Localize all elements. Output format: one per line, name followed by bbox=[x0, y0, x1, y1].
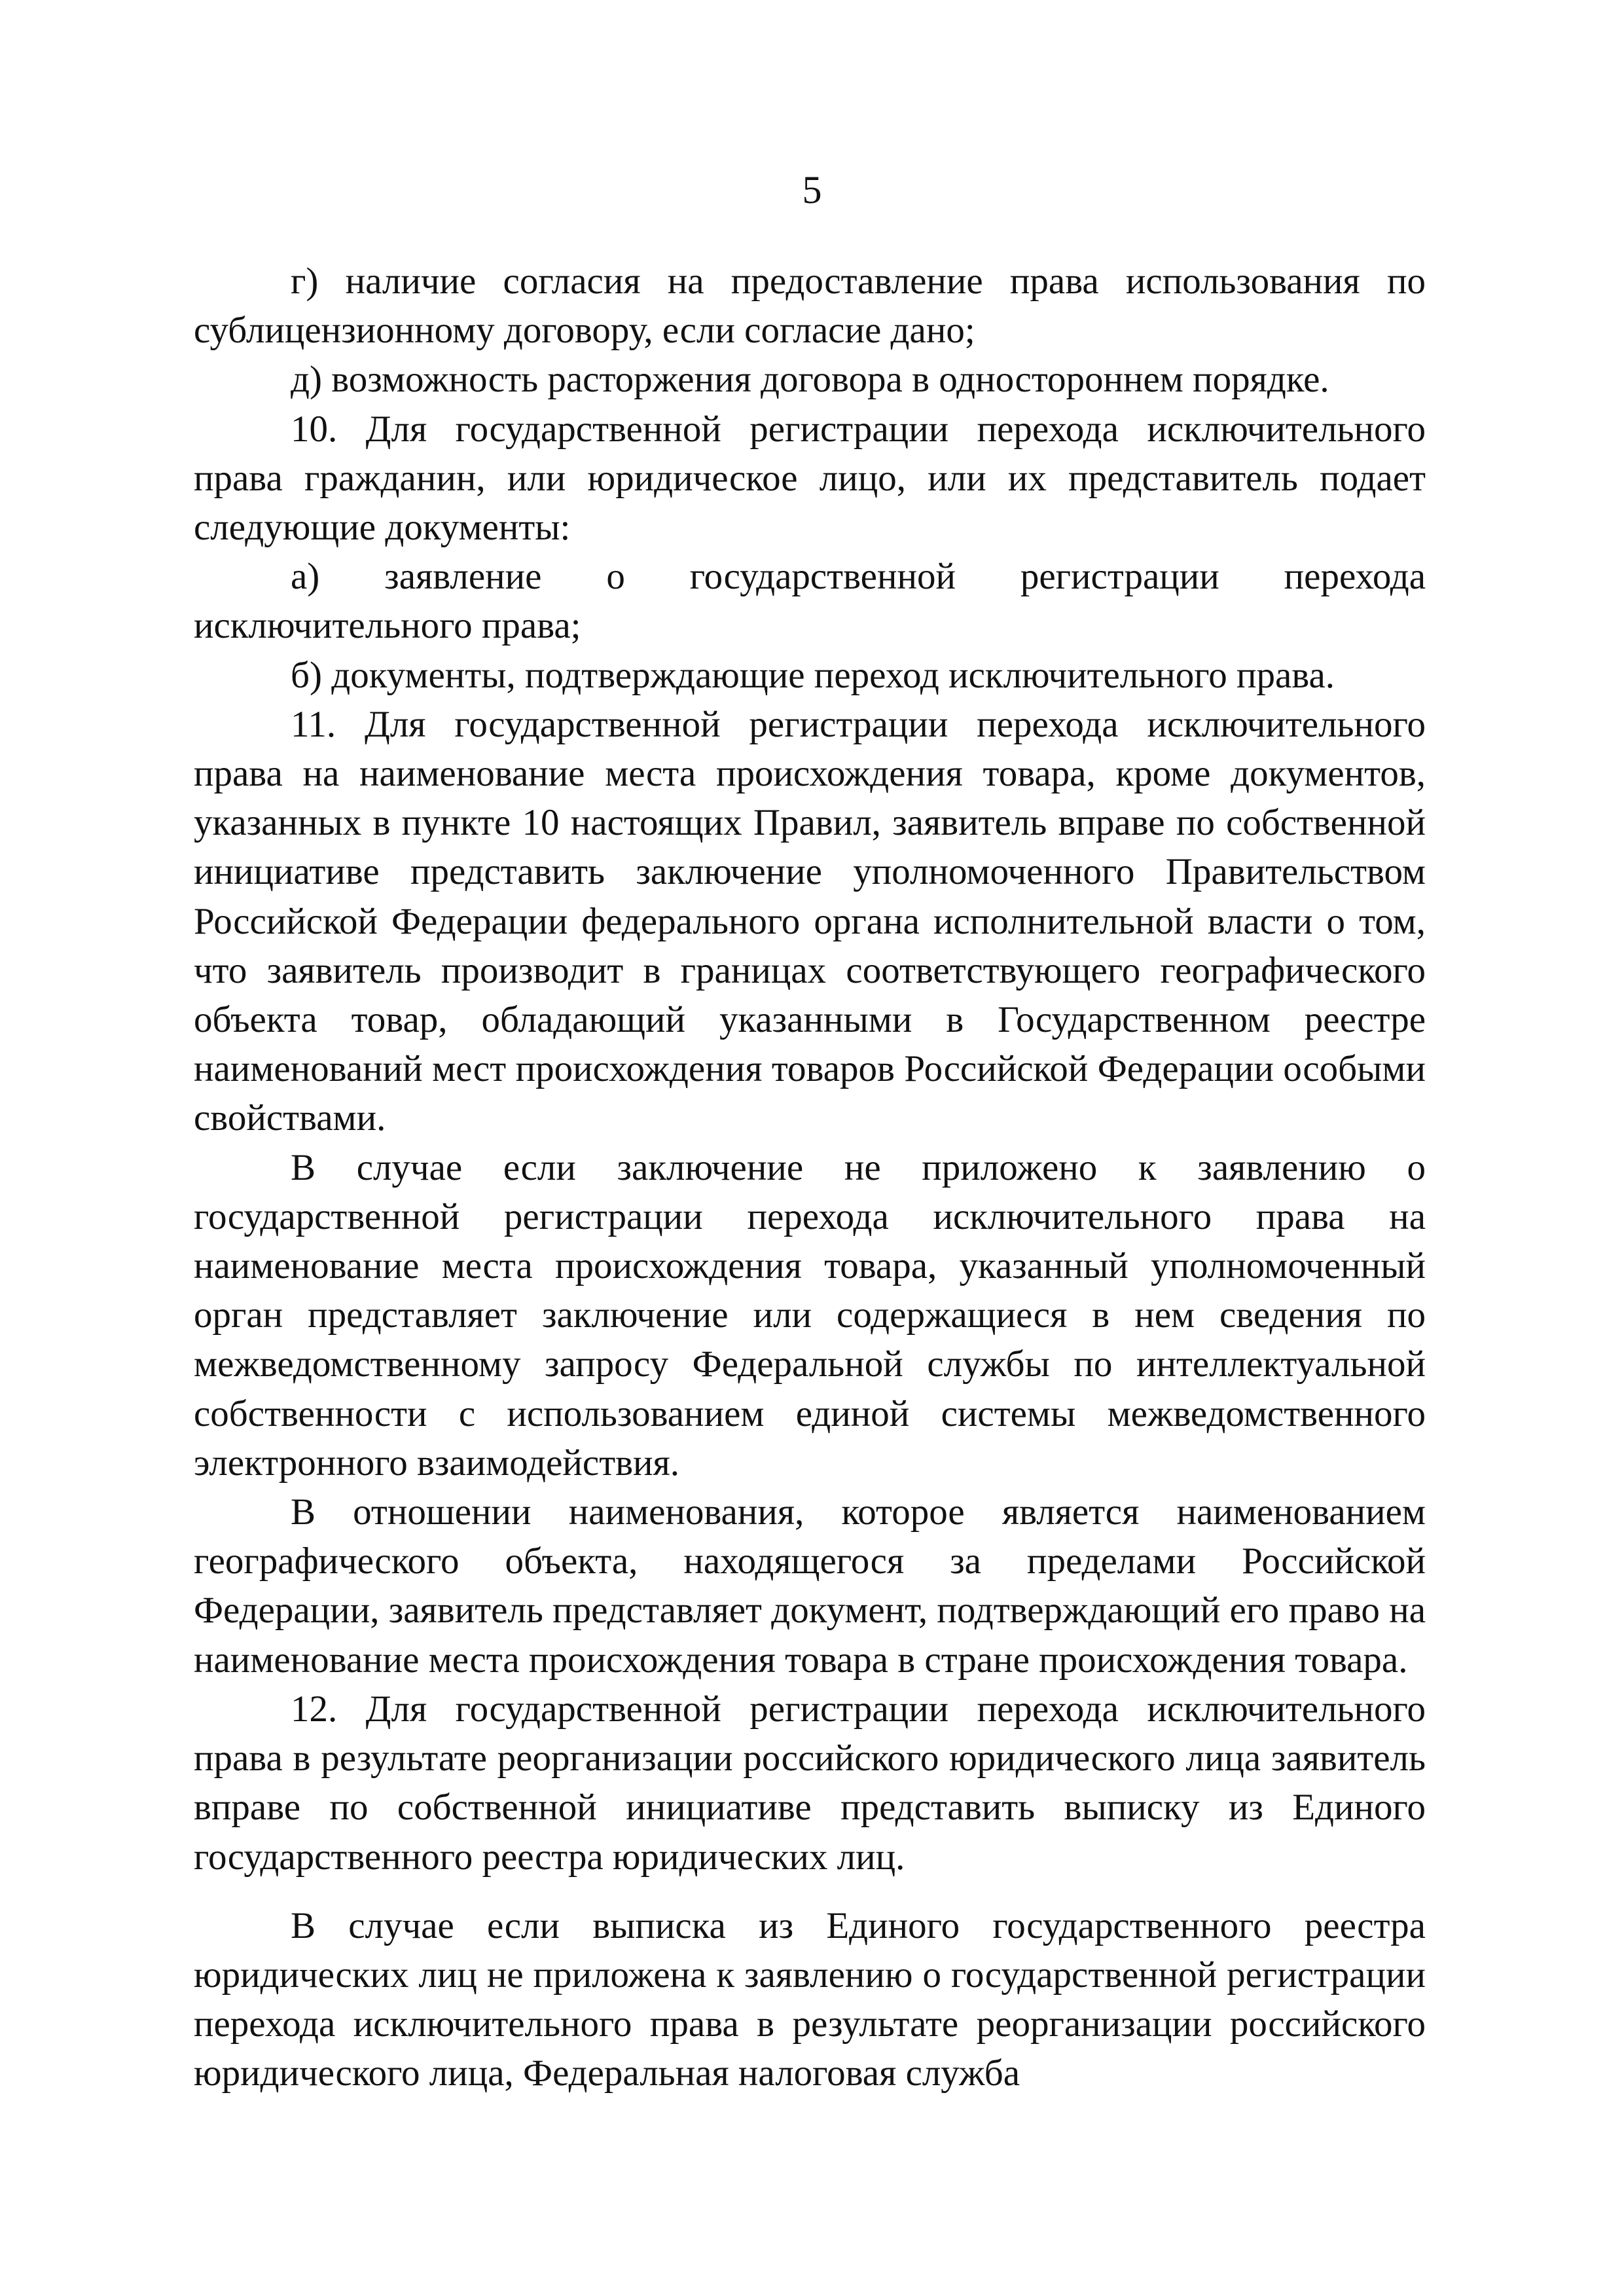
page-number: 5 bbox=[802, 168, 822, 211]
paragraph-item-d: д) возможность расторжения договора в одностороннем порядке. bbox=[291, 359, 1329, 401]
paragraph-clause-12: 12. Для государственной регистрации перехода исключительного права в результате реорганизации российского юридического лица заявитель вправе по собственной инициативе представить выписку из Единого государственного реестра юридических лиц. bbox=[194, 1688, 1426, 1878]
paragraph-clause-11: 11. Для государственной регистрации перехода исключительного права на наименование места происхождения товара, кроме документов, указанных в пункте 10 настоящих Правил, заявитель вправе по собственной инициативе представить заключение уполномоченного Правительством Российской Федерации федерального органа исполнительной власти о том, что заявитель производит в границах соответствующего географического объекта товар, обладающий указанными в Государственном реестре наименований мест происхождения товаров Российской Федерации особыми свойствами. bbox=[194, 703, 1426, 1139]
paragraph-clause-11-foreign: В отношении наименования, которое является наименованием географического объекта, находящегося за пределами Российской Федерации, заявитель представляет документ, подтверждающий его право на наименование места происхождения товара в стране происхождения товара. bbox=[194, 1491, 1426, 1681]
paragraph-item-a: а) заявление о государственной регистрации перехода исключительного права; bbox=[194, 556, 1426, 647]
paragraph-clause-10: 10. Для государственной регистрации перехода исключительного права гражданин, или юридическое лицо, или их представитель подает следующие документы: bbox=[194, 408, 1426, 549]
paragraph-clause-11-conclusion: В случае если заключение не приложено к заявлению о государственной регистрации перехода исключительного права на наименование места происхождения товара, указанный уполномоченный орган представляет заключение или содержащиеся в нем сведения по межведомственному запросу Федеральной службы по интеллектуальной собственности с использованием единой системы межведомственного электронного взаимодействия. bbox=[194, 1146, 1426, 1484]
paragraph-item-g: г) наличие согласия на предоставление права использования по сублицензионному договору, если согласие дано; bbox=[194, 261, 1426, 352]
paragraph-clause-12-extract: В случае если выписка из Единого государственного реестра юридических лиц не приложена к заявлению о государственной регистрации перехода исключительного права в результате реорганизации российского юридического лица, Федеральная налоговая служба bbox=[194, 1904, 1426, 2094]
document-body bbox=[194, 257, 1426, 2098]
paragraph-item-b: б) документы, подтверждающие переход исключительного права. bbox=[291, 654, 1335, 696]
